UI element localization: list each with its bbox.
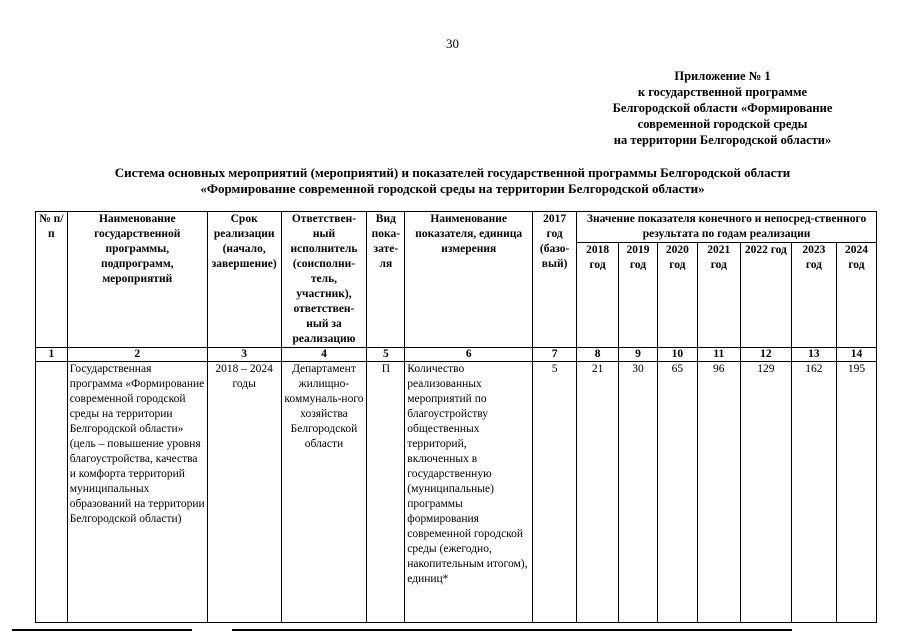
- column-number: 5: [367, 348, 405, 362]
- appendix-line: Приложение № 1: [674, 69, 771, 83]
- cell-num: [36, 362, 68, 623]
- cell-year-value: 162: [791, 362, 836, 623]
- header-year: 2024 год: [836, 243, 876, 348]
- column-number: 9: [619, 348, 658, 362]
- header-period: Срок реализации (начало, завершение): [207, 212, 281, 348]
- column-number: 13: [791, 348, 836, 362]
- header-year: 2019 год: [619, 243, 658, 348]
- column-number: 11: [697, 348, 740, 362]
- header-year: 2018 год: [577, 243, 619, 348]
- appendix-line: современной городской среды: [637, 117, 808, 131]
- header-row: [36, 212, 877, 243]
- header-year: 2022 год: [740, 243, 791, 348]
- column-number: 2: [67, 348, 207, 362]
- title-line: Система основных мероприятий (мероприятий) и показателей государственной программы Белгородской области: [114, 165, 791, 180]
- column-number: 4: [281, 348, 367, 362]
- appendix-line: к государственной программе: [637, 85, 808, 99]
- column-number: 6: [405, 348, 533, 362]
- header-base-year: 2017 год (базо-вый): [533, 212, 577, 348]
- indicators-table: [35, 211, 877, 623]
- column-number-row: [36, 348, 877, 362]
- title-line: «Формирование современной городской среды на территории Белгородской области»: [200, 181, 705, 196]
- cell-year-value: 195: [836, 362, 876, 623]
- column-number: 14: [836, 348, 876, 362]
- cell-year-value: 21: [577, 362, 619, 623]
- header-num: № п/п: [36, 212, 68, 348]
- column-number: 3: [207, 348, 281, 362]
- document-title: [0, 165, 905, 197]
- header-year: 2021 год: [697, 243, 740, 348]
- column-number: 1: [36, 348, 68, 362]
- column-number: 7: [533, 348, 577, 362]
- cell-type: П: [367, 362, 405, 623]
- cell-period: 2018 – 2024 годы: [207, 362, 281, 623]
- header-name: Наименование государственной программы, подпрограмм, мероприятий: [67, 212, 207, 348]
- column-number: 10: [657, 348, 697, 362]
- cell-base-value: 5: [533, 362, 577, 623]
- header-year: 2020 год: [657, 243, 697, 348]
- table-row: [36, 362, 877, 623]
- header-executor: Ответствен-ный исполнитель (соисполни-тель, участник), ответствен-ный за реализацию: [281, 212, 367, 348]
- header-year: 2023 год: [791, 243, 836, 348]
- appendix-line: на территории Белгородской области»: [613, 133, 832, 147]
- cell-program-name: Государственная программа «Формирование современной городской среды на территории Белгородской области» (цель – повышение уровня благоустройства, качества и комфорта территорий муниципальных образований на территории Белгородской области): [67, 362, 207, 623]
- scan-edge-line: [12, 629, 192, 631]
- column-number: 8: [577, 348, 619, 362]
- header-indicator: Наименование показателя, единица измерения: [405, 212, 533, 348]
- header-values-group: Значение показателя конечного и непосред-ственного результата по годам реализации: [577, 212, 877, 243]
- cell-year-value: 65: [657, 362, 697, 623]
- cell-year-value: 129: [740, 362, 791, 623]
- cell-year-value: 30: [619, 362, 658, 623]
- page-number: 30: [446, 36, 459, 51]
- cell-executor: Департамент жилищно-коммуналь-ного хозяйства Белгородской области: [281, 362, 367, 623]
- cell-year-value: 96: [697, 362, 740, 623]
- scan-edge-line: [232, 629, 792, 631]
- header-type: Вид пока-зате-ля: [367, 212, 405, 348]
- appendix-line: Белгородской области «Формирование: [612, 101, 833, 115]
- column-number: 12: [740, 348, 791, 362]
- cell-indicator: Количество реализованных мероприятий по благоустройству общественных территорий, включенных в государственную (муниципальные) программы формирования современной городской среды (ежегодно, накопительным итогом), единиц*: [405, 362, 533, 623]
- appendix-note: [585, 68, 860, 148]
